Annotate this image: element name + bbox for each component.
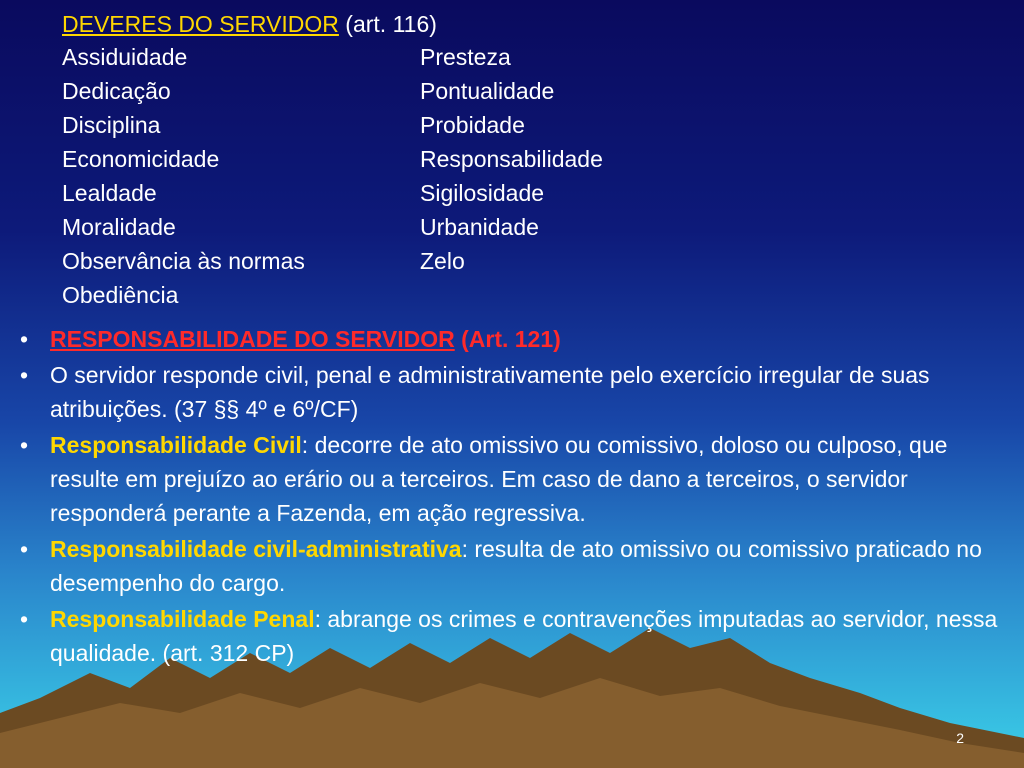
duty-right-item: Presteza — [420, 44, 511, 70]
responsibility-title: RESPONSABILIDADE DO SERVIDOR — [50, 326, 455, 352]
duties-list — [62, 40, 680, 312]
duties-heading — [62, 10, 437, 38]
duty-left-item: Assiduidade — [62, 44, 188, 70]
duty-left-item: Moralidade — [62, 214, 176, 240]
duty-right-item: Zelo — [420, 248, 465, 274]
bullet-symbol: • — [19, 536, 29, 562]
bullet-list — [14, 322, 1004, 672]
duty-right-item: Pontualidade — [420, 78, 555, 104]
duties-ref: (art. 116) — [338, 11, 437, 37]
responsibility-ref: (Art. 121) — [454, 326, 561, 352]
bullet-text: : resulta de ato omissivo ou comissivo praticado no desempenho do cargo. — [50, 536, 982, 596]
bullet-text: O servidor responde civil, penal e administrativamente pelo exercício irregular de suas atribuições. (37 §§ 4º e 6º/CF) — [50, 362, 930, 422]
duty-left-item: Observância às normas — [62, 248, 305, 274]
bullet-item — [14, 428, 1004, 530]
duty-left-item: Obediência — [62, 282, 179, 308]
duty-left-item: Disciplina — [62, 112, 161, 138]
duty-left-item: Dedicação — [62, 78, 171, 104]
duty-left-item: Economicidade — [62, 146, 220, 172]
duty-right-item: Urbanidade — [420, 214, 539, 240]
bullet-text: : abrange os crimes e contravenções imputadas ao servidor, nessa qualidade. (art. 312 CP) — [50, 606, 998, 666]
duty-right-item: Sigilosidade — [420, 180, 545, 206]
bullet-text: : decorre de ato omissivo ou comissivo, doloso ou culposo, que resulte em prejuízo ao erário ou a terceiros. Em caso de dano a terceiros, o servidor responderá perante a Fazenda, em ação regressiva. — [50, 432, 948, 526]
bullet-symbol: • — [19, 326, 29, 352]
bullet-symbol: • — [19, 362, 29, 388]
bullet-item — [14, 602, 1004, 670]
bullet-symbol: • — [19, 606, 29, 632]
bullet-term: Responsabilidade Penal — [50, 606, 315, 632]
duty-right-item: Responsabilidade — [420, 146, 603, 172]
bullet-symbol: • — [19, 432, 29, 458]
responsibility-heading — [50, 326, 561, 352]
duties-title: DEVERES DO SERVIDOR — [62, 11, 339, 37]
duty-right-item: Probidade — [420, 112, 525, 138]
bullet-term: Responsabilidade Civil — [50, 432, 302, 458]
bullet-term: Responsabilidade civil-administrativa — [50, 536, 462, 562]
duty-left-item: Lealdade — [62, 180, 157, 206]
duty-right-item — [420, 278, 680, 312]
bullet-item — [14, 322, 1004, 356]
bullet-item — [14, 358, 1004, 426]
page-number: 2 — [956, 730, 964, 746]
bullet-item — [14, 532, 1004, 600]
